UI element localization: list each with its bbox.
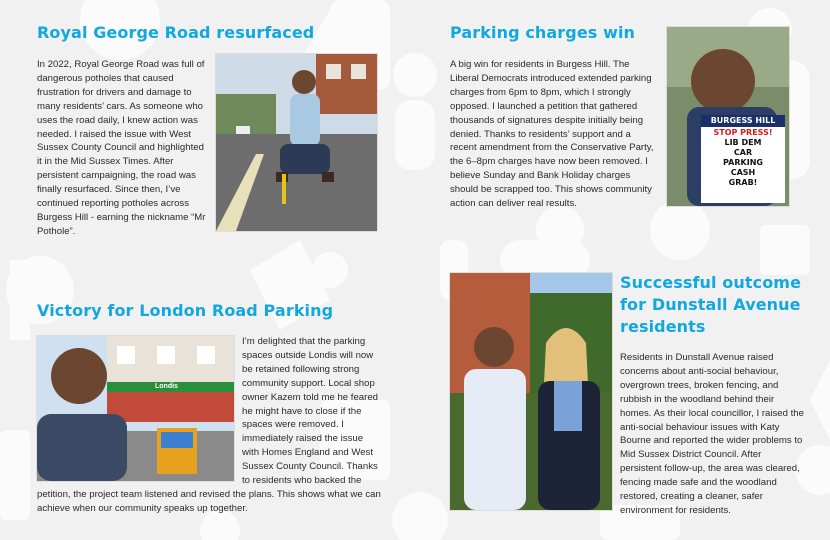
article-body-wrapper: [37, 58, 207, 239]
article-title-line: Successful outcome: [620, 273, 802, 292]
photo-parking-sign: [667, 27, 789, 206]
sign-line: LIB DEM: [724, 138, 762, 147]
sign-line: PARKING: [723, 158, 763, 167]
article-title: Victory for London Road Parking: [37, 301, 334, 320]
article-body-wrapper: [450, 58, 660, 211]
photo-pothole-inspection: [216, 54, 377, 231]
article-royal-george-road: [37, 22, 382, 44]
article-title-line: for Dunstall Avenue: [620, 295, 801, 314]
article-london-road-parking: [37, 300, 367, 322]
article-title-line: residents: [620, 317, 706, 336]
shop-sign: Londis: [155, 383, 178, 390]
article-dunstall-avenue: [620, 272, 820, 338]
sign-town: BURGESS HILL: [701, 115, 785, 127]
sign-banner: STOP PRESS!: [713, 128, 773, 137]
article-title: Royal George Road resurfaced: [37, 23, 315, 42]
sign-line: GRAB!: [728, 178, 758, 187]
protest-sign: [701, 115, 785, 203]
photo-dunstall-handshake: [450, 273, 612, 510]
article-parking-charges: [450, 22, 660, 44]
article-body-wrapper: [37, 335, 382, 516]
article-body: In 2022, Royal George Road was full of dangerous potholes that caused frustration for drivers and damage to many residents’ cars. As someone who uses the road daily, I knew action was needed. I raised the issue with West Sussex County Council and highlighted it in the Mid Sussex Times. After persistent campaigning, the road was finally resurfaced. Since then, I’ve continued reporting potholes across Burgess Hill - earning the nickname “Mr Pothole”.: [37, 59, 206, 237]
article-body-wrapper: [620, 351, 805, 518]
article-title: Parking charges win: [450, 23, 636, 42]
sign-line: CASH: [730, 168, 756, 177]
article-body: Residents in Dunstall Avenue raised concerns about anti-social behaviour, overgrown trees, broken fencing, and rubbish in the woodland behind their homes. As their local councillor, I raised the anti-social behaviour issues with Katy Bourne and reported the wider problems to Mid Sussex District Council. After persistent follow-up, the area was cleared, fencing made safe and the woodland restored, creating a cleaner, safer environment for residents.: [620, 352, 804, 516]
article-body: A big win for residents in Burgess Hill. The Liberal Democrats introduced extended parking charges from 6pm to 8pm, which I strongly opposed. I launched a petition that gathered thousands of signatures despite initially being denied. Thanks to residents’ support and a recent amendment from the Conservative Party, the 6–8pm charges have now been removed. I believe Sunday and Bank Holiday charges should be scrapped too. This shows community action can deliver real results.: [450, 59, 654, 210]
sign-line: CAR: [733, 148, 753, 157]
article-body: I’m delighted that the parking spaces outside Londis will now be retained following strong community support. Local shop owner Kazem told me he feared he might have to close if the spaces were removed. I immediately raised the issue with Homes England and West Sussex County Council. Thanks to residents who backed the petition, the project team listened and revised the plans. This shows what we can achieve when our community speaks up together.: [37, 336, 381, 514]
